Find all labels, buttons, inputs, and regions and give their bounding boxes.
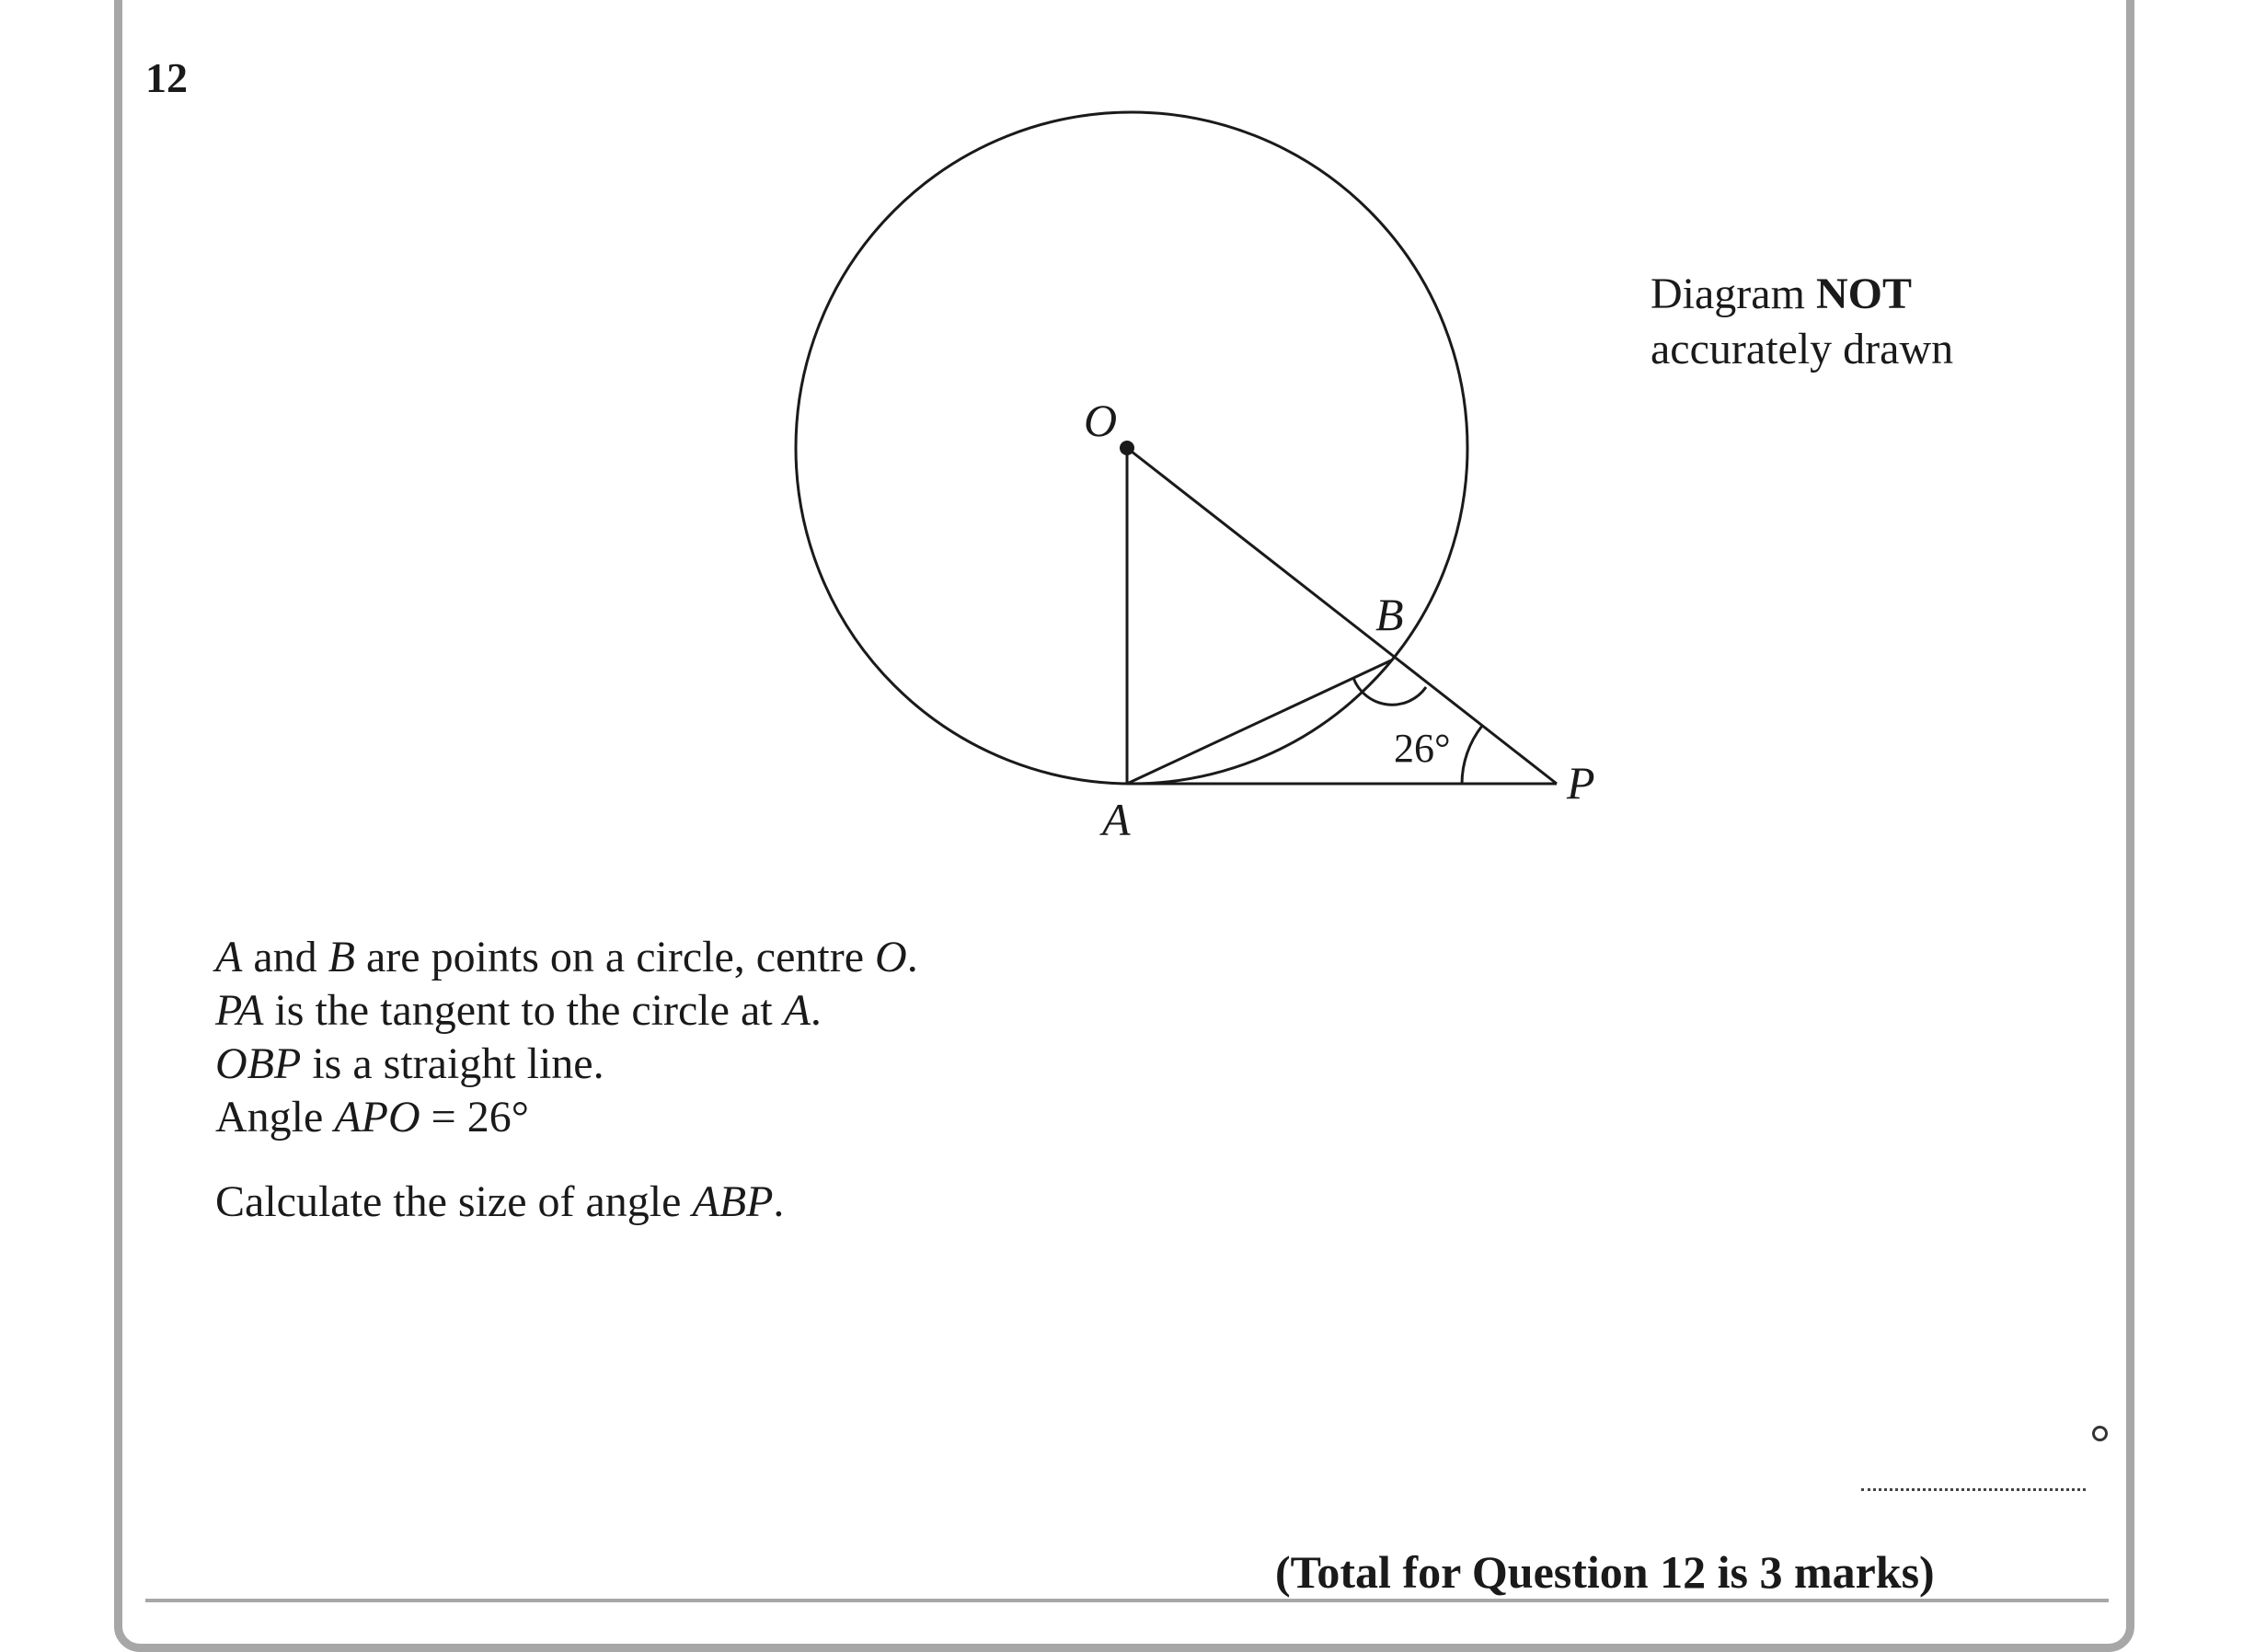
statement-2 — [215, 984, 918, 1038]
label-A: A — [1102, 794, 1131, 845]
label-P: P — [1567, 757, 1595, 809]
line-OBP — [1127, 448, 1557, 784]
text-run: are points on a circle, centre — [354, 933, 876, 981]
diagram-note — [1651, 267, 1953, 377]
text-run: and — [242, 933, 328, 981]
text-run: A — [215, 933, 243, 981]
answer-degree-symbol — [2092, 1426, 2108, 1441]
question-text — [215, 931, 918, 1229]
statement-1 — [215, 931, 918, 984]
text-run: . — [810, 986, 822, 1035]
question-number: 12 — [145, 54, 188, 101]
text-run: . — [906, 933, 918, 981]
instruction — [215, 1176, 918, 1229]
diagram-note-emphasis: NOT — [1815, 270, 1912, 318]
centre-point — [1120, 441, 1134, 455]
text-run: B — [328, 933, 355, 981]
text-run: is a straight line. — [301, 1039, 604, 1088]
label-B: B — [1375, 589, 1404, 640]
text-run: Angle — [215, 1093, 335, 1141]
diagram-note-line2: accurately drawn — [1651, 325, 1954, 373]
text-run: A — [783, 986, 811, 1035]
text-run: Calculate the size of angle — [215, 1177, 693, 1226]
angle-APO-arc — [1462, 726, 1482, 784]
text-run: OBP — [215, 1039, 302, 1088]
answer-line[interactable] — [1861, 1488, 2086, 1491]
text-run: ABP — [692, 1177, 774, 1226]
text-run: PA — [215, 986, 264, 1035]
total-marks: (Total for Question 12 is 3 marks) — [1275, 1546, 1935, 1598]
bottom-rule — [145, 1599, 2109, 1602]
label-O: O — [1084, 395, 1118, 446]
statement-4 — [215, 1091, 918, 1144]
text-run: is the tangent to the circle at — [263, 986, 784, 1035]
text-run: APO — [334, 1093, 420, 1141]
text-run: = 26° — [420, 1093, 529, 1141]
text-run: . — [773, 1177, 785, 1226]
angle-label: 26° — [1394, 726, 1451, 771]
chord-AB — [1127, 660, 1391, 784]
text-run: O — [875, 933, 907, 981]
statement-3 — [215, 1038, 918, 1091]
diagram-note-prefix: Diagram — [1651, 270, 1816, 318]
